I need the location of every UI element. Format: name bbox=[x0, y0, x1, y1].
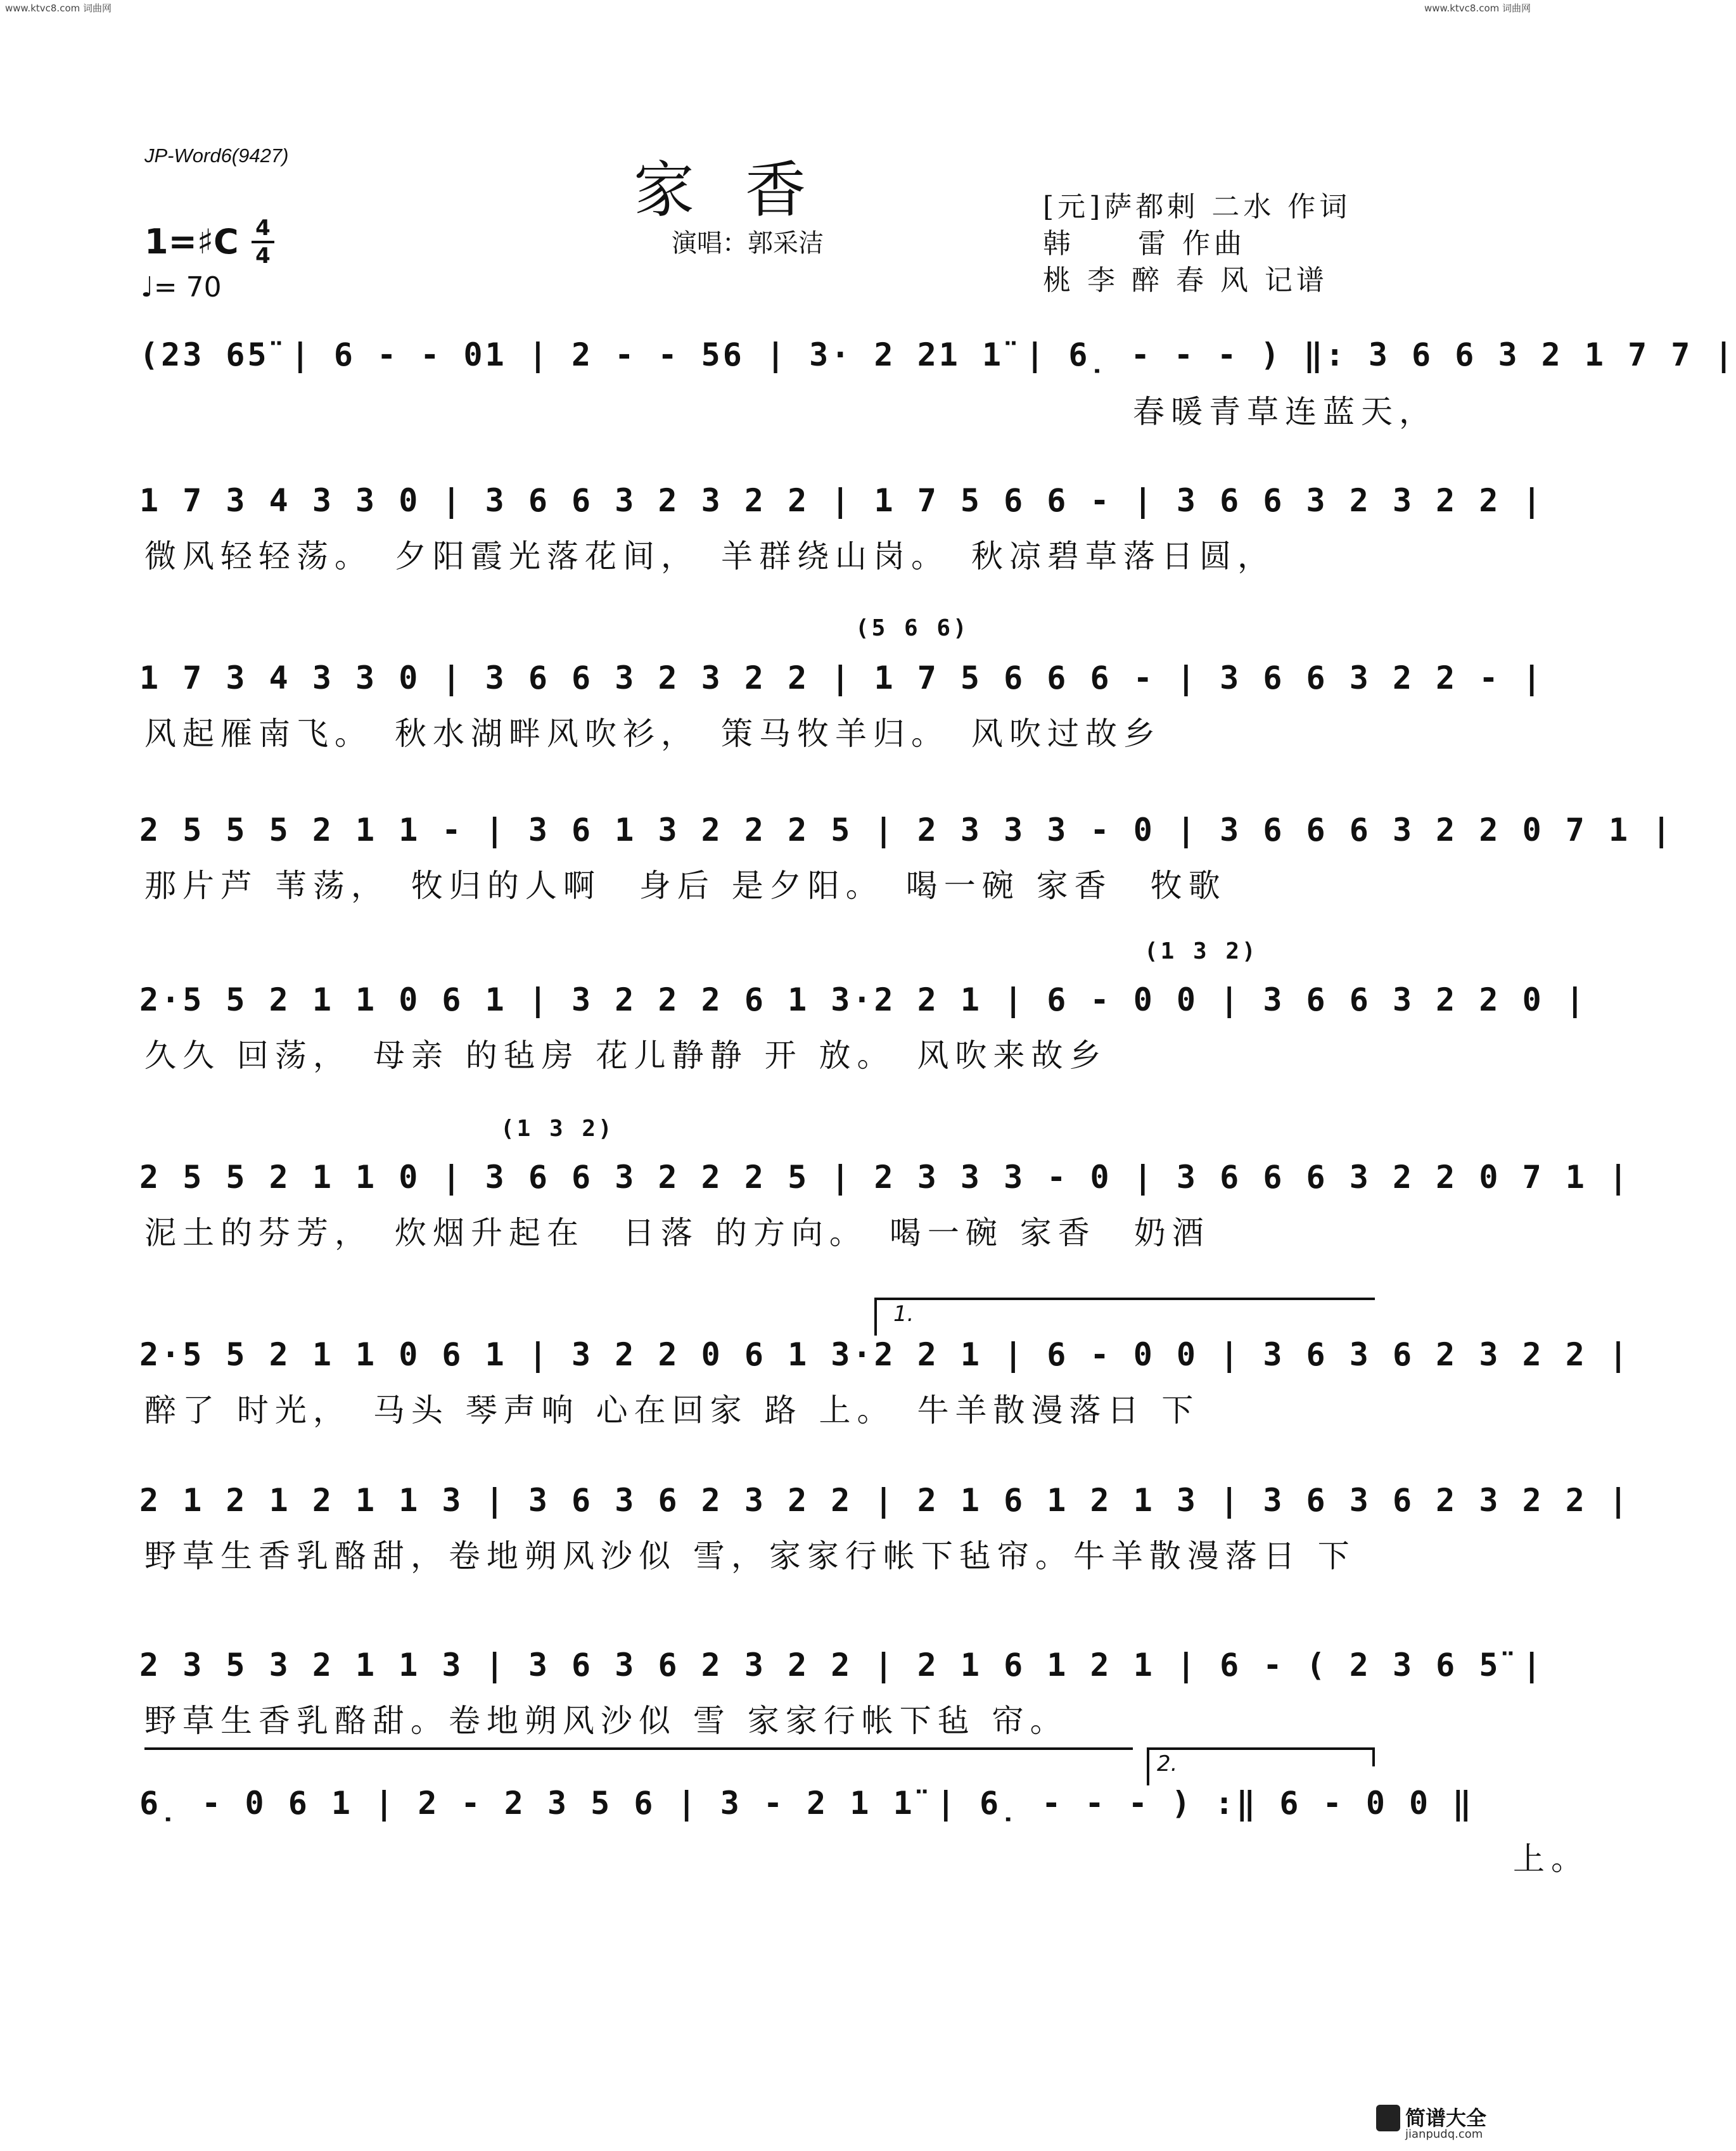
notation-line-2: 1 7 3 4 3 3 0 | 3 6 6 3 2 3 2 2 | 1 7 5 6 6 - | 3 6 6 3 2 3 2 2 | bbox=[139, 482, 1544, 519]
key-signature: 1=♯C bbox=[144, 222, 239, 262]
volta-1-number: 1. bbox=[893, 1301, 914, 1327]
time-bottom: 4 bbox=[255, 243, 271, 269]
notation-line-4: 2 5 5 5 2 1 1 - | 3 6 1 3 2 2 2 5 | 2 3 3 3 - 0 | 3 6 6 6 3 2 2 0 7 1 | bbox=[139, 812, 1674, 848]
notation-line-5: 2·5 5 2 1 1 0 6 1 | 3 2 2 2 6 1 3·2 2 1 | 6 - 0 0 | 3 6 6 3 2 2 0 | bbox=[139, 981, 1587, 1018]
page-title: 家香 bbox=[634, 155, 857, 226]
site-logo-text: 简谱大全 bbox=[1405, 2106, 1487, 2130]
lyric-line-7: 醉了 时光， 马头 琴声响 心在回家 路 上。 牛羊散漫落日 下 bbox=[144, 1392, 1200, 1429]
lyric-line-6: 泥土的芬芳， 炊烟升起在 日落 的方向。 喝一碗 家香 奶酒 bbox=[144, 1215, 1210, 1251]
software-label: JP-Word6(9427) bbox=[144, 144, 289, 167]
time-signature bbox=[250, 215, 276, 269]
volta-2-tick bbox=[1147, 1747, 1149, 1785]
lyric-line-2: 微风轻轻荡。 夕阳霞光落花间， 羊群绕山岗。 秋凉碧草落日圆， bbox=[144, 538, 1275, 575]
notation-line-8: 2 1 2 1 2 1 1 3 | 3 6 3 6 2 3 2 2 | 2 1 6 1 2 1 3 | 3 6 3 6 2 3 2 2 | bbox=[139, 1482, 1631, 1519]
notation-line-7: 2·5 5 2 1 1 0 6 1 | 3 2 2 0 6 1 3·2 2 1 | 6 - 0 0 | 3 6 3 6 2 3 2 2 | bbox=[139, 1336, 1631, 1373]
lyric-line-3: 风起雁南飞。 秋水湖畔风吹衫， 策马牧羊归。 风吹过故乡 bbox=[144, 715, 1161, 752]
volta-1-bracket bbox=[874, 1298, 1375, 1300]
notation-line-9: 2 3 5 3 2 1 1 3 | 3 6 3 6 2 3 2 2 | 2 1 6 1 2 1 | 6 - ( 2 3 6 5̈ | bbox=[139, 1647, 1544, 1683]
composer-credit: 韩 雷 作曲 bbox=[1043, 227, 1246, 260]
lyric-line-9: 野草生香乳酪甜。卷地朔风沙似 雪 家家行帐下毡 帘。 bbox=[144, 1702, 1068, 1739]
lyric-line-10: 上。 bbox=[144, 1841, 1589, 1877]
watermark-right: www.ktvc8.com 词曲网 bbox=[1424, 3, 1531, 14]
notation-line-1: (23 65̈ | 6 - - 01 | 2 - - 56 | 3· 2 21 1̈ | 6̣ - - - ) ‖: 3 6 6 3 2 1 7 7 | bbox=[139, 336, 1736, 373]
transcriber-credit: 桃 李 醉 春 风 记谱 bbox=[1043, 264, 1328, 297]
notation-line-10: 6̣ - 0 6 1 | 2 - 2 3 5 6 | 3 - 2 1 1̈ | 6̣ - - - ) :‖ 6 - 0 0 ‖ bbox=[139, 1785, 1474, 1822]
notation-line-6: 2 5 5 2 1 1 0 | 3 6 6 3 2 2 2 5 | 2 3 3 3 - 0 | 3 6 6 6 3 2 2 0 7 1 | bbox=[139, 1159, 1631, 1196]
singer-credit: 演唱：郭采洁 bbox=[672, 229, 824, 258]
volta-1-continuation bbox=[144, 1747, 1133, 1750]
volta-2-end-tick bbox=[1372, 1747, 1375, 1766]
grace-notes-6: (1 3 2) bbox=[501, 1116, 615, 1142]
watermark-left: www.ktvc8.com 词曲网 bbox=[5, 3, 112, 14]
site-logo-icon bbox=[1376, 2105, 1400, 2131]
lyric-line-1: 春暖青草连蓝天， bbox=[144, 393, 1437, 430]
lyric-line-8: 野草生香乳酪甜，卷地朔风沙似 雪，家家行帐下毡帘。牛羊散漫落日 下 bbox=[144, 1538, 1356, 1574]
site-logo-url: jianpudq.com bbox=[1405, 2128, 1483, 2141]
notation-line-3: 1 7 3 4 3 3 0 | 3 6 6 3 2 3 2 2 | 1 7 5 6 6 6 - | 3 6 6 3 2 2 - | bbox=[139, 660, 1544, 696]
grace-notes-5: (1 3 2) bbox=[1144, 938, 1258, 964]
lyric-line-4: 那片芦 苇荡， 牧归的人啊 身后 是夕阳。 喝一碗 家香 牧歌 bbox=[144, 867, 1227, 904]
volta-2-number: 2. bbox=[1157, 1751, 1178, 1777]
lyricist-credit: [元]萨都剌 二水 作词 bbox=[1043, 191, 1351, 223]
volta-1-tick bbox=[874, 1298, 877, 1336]
grace-notes-3: (5 6 6) bbox=[855, 615, 969, 641]
time-top: 4 bbox=[255, 215, 271, 241]
tempo-marking: ♩= 70 bbox=[141, 271, 222, 303]
lyric-line-5: 久久 回荡， 母亲 的毡房 花儿静静 开 放。 风吹来故乡 bbox=[144, 1037, 1107, 1074]
volta-2-bracket bbox=[1147, 1747, 1375, 1750]
